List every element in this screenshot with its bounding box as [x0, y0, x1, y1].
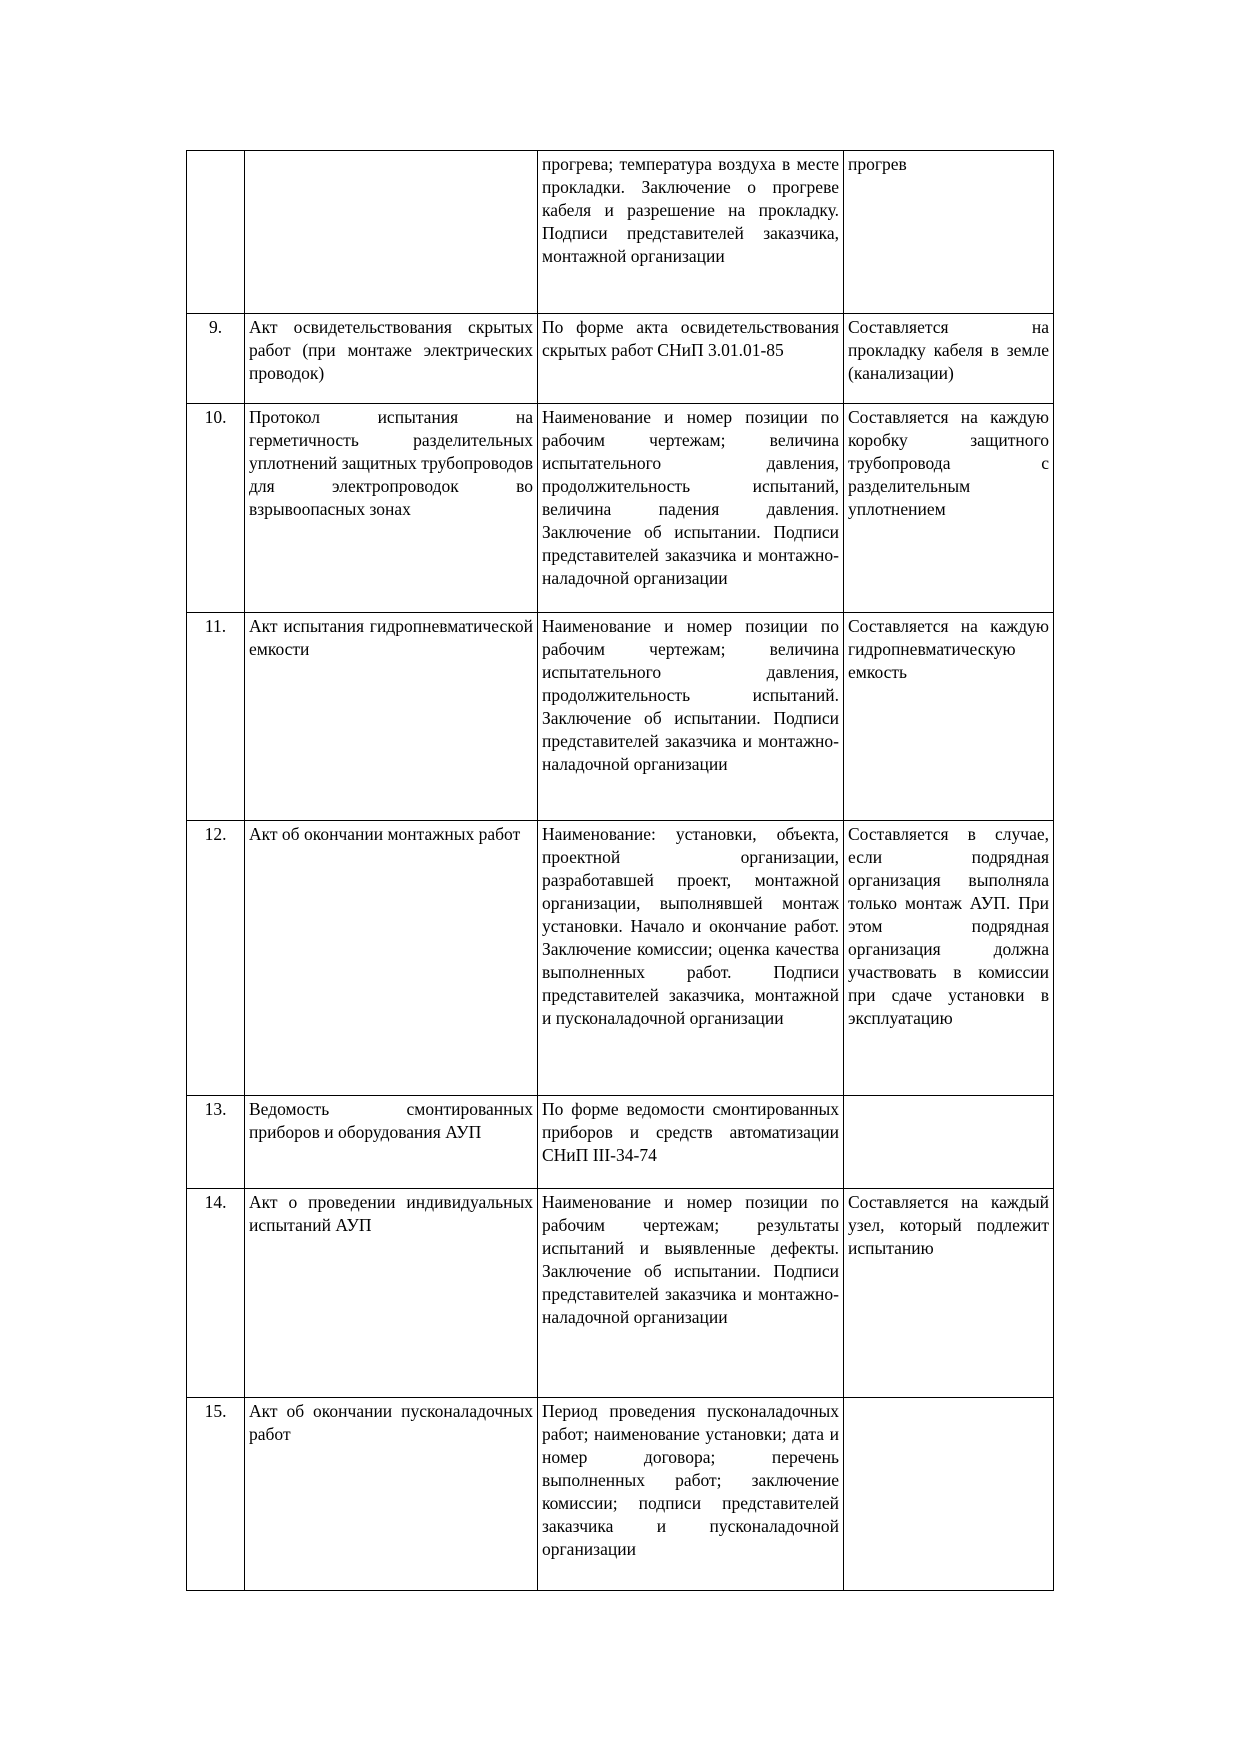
document-note-cell: Составляется на каждый узел, который подлежит испытанию — [844, 1189, 1054, 1398]
document-name-cell: Акт освидетельствования скрытых работ (при монтаже электрических проводок) — [245, 314, 538, 404]
table-row — [187, 821, 1054, 1096]
document-name-cell: Акт об окончании пусконаладочных работ — [245, 1398, 538, 1591]
document-note-cell: Составляется в случае, если подрядная организация выполняла только монтаж АУП. При этом подрядная организация должна участвовать в комиссии при сдаче установки в эксплуатацию — [844, 821, 1054, 1096]
documentation-table — [186, 150, 1054, 1591]
table-row — [187, 1189, 1054, 1398]
document-name-cell: Ведомость смонтированных приборов и оборудования АУП — [245, 1096, 538, 1189]
document-name-cell: Протокол испытания на герметичность разделительных уплотнений защитных трубопроводов для электропроводок во взрывоопасных зонах — [245, 404, 538, 613]
document-name-cell: Акт об окончании монтажных работ — [245, 821, 538, 1096]
document-note-cell: Составляется на каждую гидропневматическую емкость — [844, 613, 1054, 821]
document-name-cell: Акт о проведении индивидуальных испытаний АУП — [245, 1189, 538, 1398]
table-row — [187, 1096, 1054, 1189]
document-note-cell — [844, 1096, 1054, 1189]
row-number — [187, 151, 245, 314]
document-content-cell: Наименование: установки, объекта, проектной организации, разработавшей проект, монтажной организации, выполнявшей монтаж установки. Начало и окончание работ. Заключение комиссии; оценка качества выполненных работ. Подписи представителей заказчика, монтажной и пусконаладочной организации — [538, 821, 844, 1096]
document-content-cell: По форме акта освидетельствования скрытых работ СНиП 3.01.01-85 — [538, 314, 844, 404]
document-name-cell — [245, 151, 538, 314]
table-row — [187, 1398, 1054, 1591]
document-content-cell: Период проведения пусконаладочных работ; наименование установки; дата и номер договора; перечень выполненных работ; заключение комиссии; подписи представителей заказчика и пусконаладочной организации — [538, 1398, 844, 1591]
document-note-cell — [844, 1398, 1054, 1591]
document-note-cell: прогрев — [844, 151, 1054, 314]
document-name-cell: Акт испытания гидропневматической емкости — [245, 613, 538, 821]
document-note-cell: Составляется на каждую коробку защитного трубопровода с разделительным уплотнением — [844, 404, 1054, 613]
row-number: 13. — [187, 1096, 245, 1189]
row-number: 9. — [187, 314, 245, 404]
document-content-cell: Наименование и номер позиции по рабочим чертежам; величина испытательного давления, продолжительность испытаний. Заключение об испытании. Подписи представителей заказчика и монтажно-наладочной организации — [538, 613, 844, 821]
table-row — [187, 613, 1054, 821]
row-number: 14. — [187, 1189, 245, 1398]
document-content-cell: Наименование и номер позиции по рабочим чертежам; величина испытательного давления, продолжительность испытаний, величина падения давления. Заключение об испытании. Подписи представителей заказчика и монтажно-наладочной организации — [538, 404, 844, 613]
table-row — [187, 314, 1054, 404]
row-number: 11. — [187, 613, 245, 821]
table-row-continuation — [187, 151, 1054, 314]
document-note-cell: Составляется на прокладку кабеля в земле (канализации) — [844, 314, 1054, 404]
document-content-cell: Наименование и номер позиции по рабочим чертежам; результаты испытаний и выявленные дефекты. Заключение об испытании. Подписи представителей заказчика и монтажно-наладочной организации — [538, 1189, 844, 1398]
table-row — [187, 404, 1054, 613]
row-number: 12. — [187, 821, 245, 1096]
row-number: 15. — [187, 1398, 245, 1591]
document-content-cell: По форме ведомости смонтированных приборов и средств автоматизации СНиП III-34-74 — [538, 1096, 844, 1189]
row-number: 10. — [187, 404, 245, 613]
document-content-cell: прогрева; температура воздуха в месте прокладки. Заключение о прогреве кабеля и разрешение на прокладку. Подписи представителей заказчика, монтажной организации — [538, 151, 844, 314]
